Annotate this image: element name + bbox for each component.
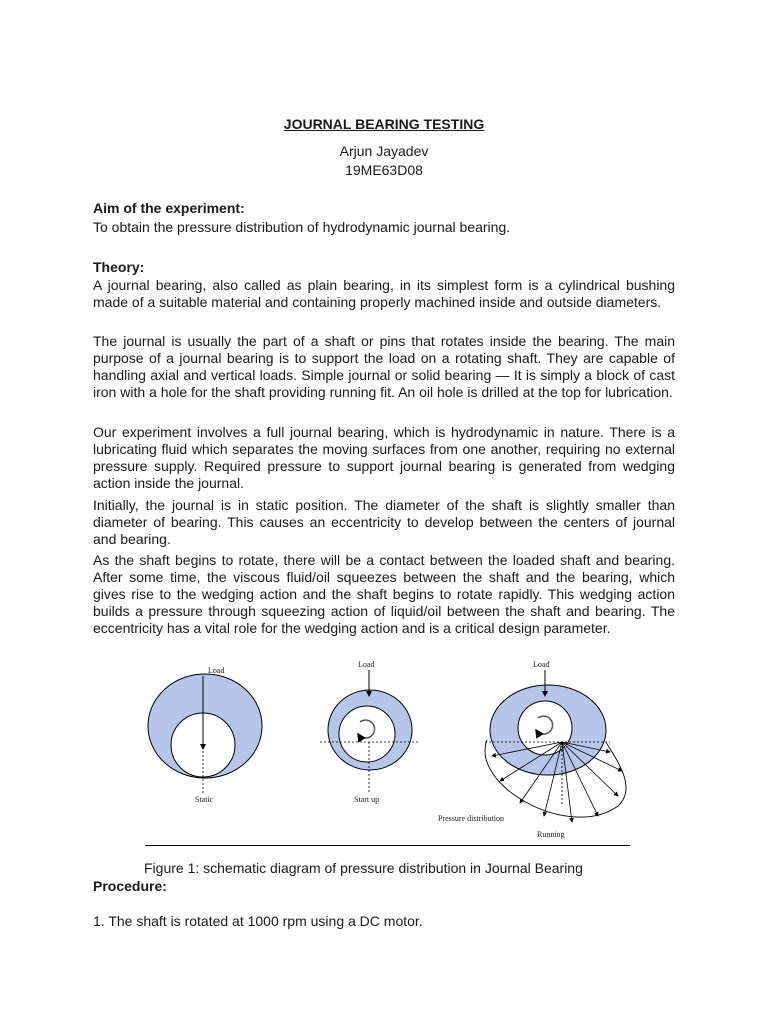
running-bearing-diagram [438, 660, 626, 839]
load-label: Load [208, 666, 225, 675]
shaft-circle [339, 706, 395, 762]
figure-caption: Figure 1: schematic diagram of pressure distribution in Journal Bearing [144, 860, 583, 876]
theory-paragraph: The journal is usually the part of a shaft or pins that rotates inside the bearing. The main purpose of a journal bearing is to support the load on a rotating shaft. They are capable of handling axial and vertical loads. Simple journal or solid bearing — It is simply a block of cast iron with a hole for the shaft providing running fit. An oil hole is drilled at the top for lubrication. [93, 333, 675, 400]
theory-paragraph: As the shaft begins to rotate, there will be a contact between the loaded shaft and bearing. After some time, the viscous fluid/oil squeezes between the shaft and the bearing, which gives rise to the wedging action and the shaft begins to rotate rapidly. This wedging action builds a pressure through squeezing action of liquid/oil between the shaft and bearing. The eccentricity has a vital role for the wedging action and is a critical design parameter. [93, 552, 675, 636]
roll-number: 19ME63D08 [345, 162, 423, 178]
pressure-distribution-label: Pressure distribution [438, 814, 504, 823]
aim-heading: Aim of the experiment: [93, 200, 245, 216]
running-label: Running [537, 830, 565, 839]
procedure-step: 1. The shaft is rotated at 1000 rpm using a DC motor. [93, 913, 423, 929]
static-bearing-diagram [148, 666, 262, 804]
shaft-circle [518, 701, 572, 755]
startup-bearing-diagram [320, 660, 420, 804]
figure-divider [145, 845, 630, 846]
load-label: Load [358, 660, 375, 669]
load-label: Load [533, 660, 550, 669]
bearing-figure [140, 656, 640, 846]
theory-heading: Theory: [93, 259, 145, 275]
start-up-label: Start up [354, 795, 380, 804]
document-title: JOURNAL BEARING TESTING [283, 116, 485, 132]
procedure-heading: Procedure: [93, 878, 167, 894]
theory-paragraph: Our experiment involves a full journal bearing, which is hydrodynamic in nature. There is a lubricating fluid which separates the moving surfaces from one another, requiring no external pressure supply. Required pressure to support journal bearing is generated from wedging action inside the journal. [93, 424, 675, 491]
theory-paragraph: Initially, the journal is in static position. The diameter of the shaft is slightly smaller than diameter of bearing. This causes an eccentricity to develop between the centers of journal and bearing. [93, 497, 675, 547]
aim-text: To obtain the pressure distribution of hydrodynamic journal bearing. [93, 219, 511, 235]
static-label: Static [195, 795, 214, 804]
author-name: Arjun Jayadev [339, 143, 429, 159]
theory-paragraph: A journal bearing, also called as plain bearing, in its simplest form is a cylindrical bushing made of a suitable material and containing properly machined inside and outside diameters. [93, 277, 675, 310]
